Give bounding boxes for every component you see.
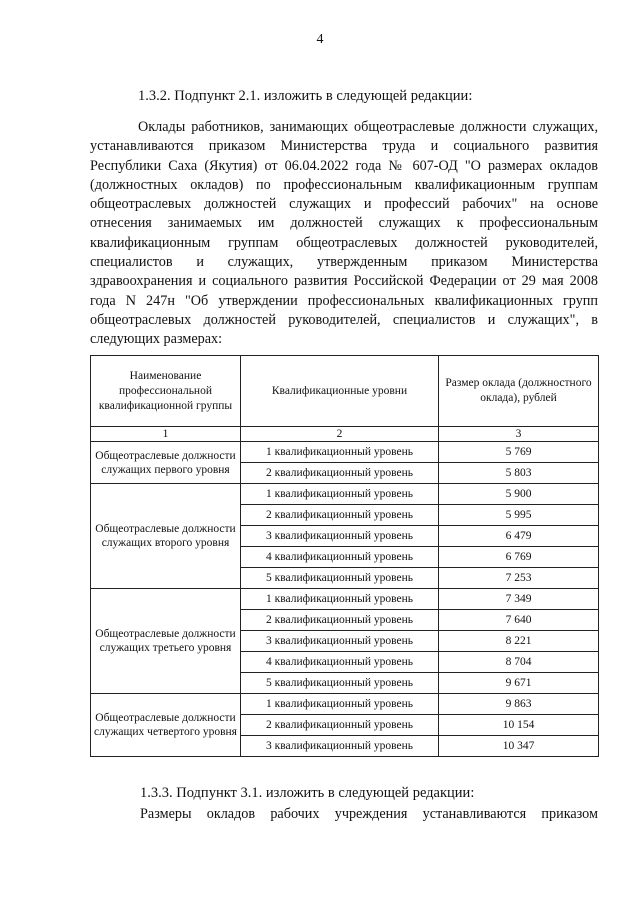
- salary-cell: 7 349: [439, 589, 599, 610]
- salary-cell: 10 154: [439, 715, 599, 736]
- qualification-level-cell: 3 квалификационный уровень: [241, 631, 439, 652]
- table-row: [91, 484, 599, 505]
- table-header-row: [91, 356, 599, 427]
- qualification-level-cell: 3 квалификационный уровень: [241, 736, 439, 757]
- salary-cell: 10 347: [439, 736, 599, 757]
- qualification-level-cell: 2 квалификационный уровень: [241, 715, 439, 736]
- group-name-cell: Общеотраслевые должности служащих второго уровня: [91, 484, 241, 589]
- group-name-cell: Общеотраслевые должности служащих первого уровня: [91, 442, 241, 484]
- table-row: [91, 694, 599, 715]
- paragraph-text: Оклады работников, занимающих общеотраслевые должности служащих, устанавливаются приказом Министерства труда и социального развития Республики Саха (Якутия) от 06.04.2022 года № 607-ОД "О размерах окладов (должностных окладов) по профессиональным квалификационным группам общеотраслевых должностей служащих и профессий рабочих" на основе отнесения занимаемых им должностей служащих к профессиональным квалификационным группам общеотраслевых должностей руководителей, специалистов и служащих, утвержденным приказом Министерства здравоохранения и социального развития Российской Федерации от 29 мая 2008 года N 247н "Об утверждении профессиональных квалификационных групп общеотраслевых должностей руководителей, специалистов и служащих", в следующих размерах:: [90, 119, 598, 348]
- salary-cell: 7 640: [439, 610, 599, 631]
- qualification-level-cell: 1 квалификационный уровень: [241, 589, 439, 610]
- salary-cell: 5 803: [439, 463, 599, 484]
- salary-cell: 5 900: [439, 484, 599, 505]
- salary-cell: 6 479: [439, 526, 599, 547]
- qualification-level-cell: 1 квалификационный уровень: [241, 694, 439, 715]
- header-salary: Размер оклада (должностного оклада), рублей: [439, 356, 599, 427]
- salary-cell: 9 671: [439, 673, 599, 694]
- page-number: 4: [316, 32, 324, 47]
- salary-cell: 5 769: [439, 442, 599, 463]
- qualification-level-cell: 5 квалификационный уровень: [241, 568, 439, 589]
- qualification-level-cell: 1 квалификационный уровень: [241, 484, 439, 505]
- column-number-row: [91, 427, 599, 442]
- salary-table: [90, 355, 599, 757]
- table-row: [91, 589, 599, 610]
- salary-cell: 7 253: [439, 568, 599, 589]
- column-number: 3: [439, 427, 599, 442]
- group-name-cell: Общеотраслевые должности служащих третьего уровня: [91, 589, 241, 694]
- section-paragraph-1-3-2: [90, 118, 598, 350]
- salary-cell: 9 863: [439, 694, 599, 715]
- salary-cell: 6 769: [439, 547, 599, 568]
- column-number: 2: [241, 427, 439, 442]
- qualification-level-cell: 2 квалификационный уровень: [241, 463, 439, 484]
- column-number: 1: [91, 427, 241, 442]
- group-name-cell: Общеотраслевые должности служащих четвертого уровня: [91, 694, 241, 757]
- section-heading-1-3-2: 1.3.2. Подпункт 2.1. изложить в следующей редакции:: [138, 88, 473, 104]
- salary-cell: 5 995: [439, 505, 599, 526]
- section-heading-1-3-3: 1.3.3. Подпункт 3.1. изложить в следующей редакции:: [140, 785, 475, 801]
- header-qualification-levels: Квалификационные уровни: [241, 356, 439, 427]
- table-row: [91, 442, 599, 463]
- qualification-level-cell: 1 квалификационный уровень: [241, 442, 439, 463]
- salary-cell: 8 221: [439, 631, 599, 652]
- qualification-level-cell: 3 квалификационный уровень: [241, 526, 439, 547]
- qualification-level-cell: 4 квалификационный уровень: [241, 547, 439, 568]
- header-group-name: Наименование профессиональной квалификационной группы: [91, 356, 241, 427]
- qualification-level-cell: 5 квалификационный уровень: [241, 673, 439, 694]
- qualification-level-cell: 2 квалификационный уровень: [241, 505, 439, 526]
- salary-cell: 8 704: [439, 652, 599, 673]
- qualification-level-cell: 2 квалификационный уровень: [241, 610, 439, 631]
- section-paragraph-1-3-3: Размеры окладов рабочих учреждения устанавливаются приказом: [140, 806, 598, 822]
- qualification-level-cell: 4 квалификационный уровень: [241, 652, 439, 673]
